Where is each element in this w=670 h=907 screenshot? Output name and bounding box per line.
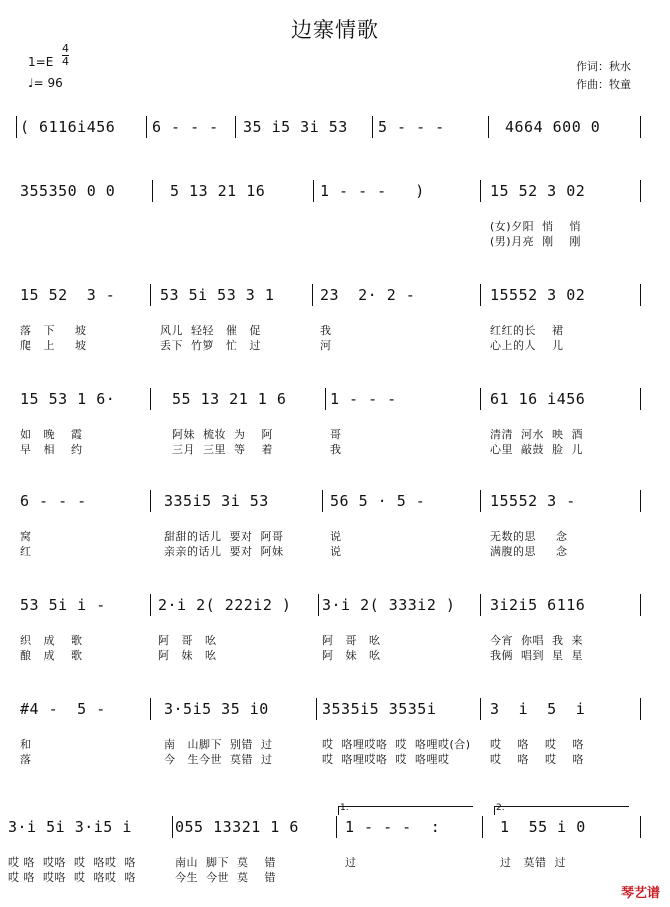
lyric-verse2-line7-seg1: 落	[20, 753, 32, 766]
barline	[480, 180, 481, 202]
lyric-verse1-line5-seg4: 无数的思 念	[490, 530, 568, 543]
lyric-verse1-line5-seg3: 说	[330, 530, 342, 543]
barline	[150, 594, 151, 616]
barline-end	[640, 388, 641, 410]
lyric-verse2-line3-seg1: 爬 上 坡	[20, 339, 87, 352]
composer-credit: 作曲：牧童	[576, 78, 631, 91]
barline-end	[640, 594, 641, 616]
lyric-verse1-line3-seg1: 落 下 坡	[20, 324, 87, 337]
lyric-verse2-line4-seg3: 我	[330, 443, 342, 456]
barline	[150, 490, 151, 512]
barline	[488, 116, 489, 138]
barline-end	[640, 698, 641, 720]
notes-line1-seg2: 6 - - -	[152, 118, 219, 136]
barline	[480, 698, 481, 720]
barline-end	[640, 816, 641, 838]
barline	[150, 284, 151, 306]
barline	[336, 816, 337, 838]
barline-end	[640, 284, 641, 306]
time-bottom: 4	[62, 55, 69, 68]
lyric-verse2-line3-seg4: 心上的人 儿	[490, 339, 564, 352]
barline	[313, 180, 314, 202]
lyric-verse2-line4-seg4: 心里 敲鼓 脸 儿	[490, 443, 583, 456]
time-top: 4	[62, 42, 69, 55]
tempo-mark: ♩= 96	[28, 76, 63, 90]
lyric-verse1-line2-seg4: (女)夕阳 悄 悄	[490, 220, 582, 233]
lyric-verse1-line6-seg2: 阿 哥 吆	[158, 634, 217, 647]
lyric-verse2-line7-seg3: 哎 咯哩哎咯 哎 咯哩哎	[322, 753, 450, 766]
notes-line5-seg2: 335i5 3i 53	[164, 492, 269, 510]
lyric-verse1-line3-seg3: 我	[320, 324, 332, 337]
notes-line2-seg3: 1 - - - )	[320, 182, 425, 200]
key-signature: 1=E	[28, 55, 54, 69]
lyric-verse1-line4-seg2: 阿妹 梳妆 为 阿	[172, 428, 273, 441]
notes-line8-seg2: 055 13321 1 6	[175, 818, 299, 836]
notes-line2-seg1: 355350 0 0	[20, 182, 116, 200]
notes-line4-seg3: 1 - - -	[330, 390, 397, 408]
lyric-verse2-line6-seg3: 阿 妹 吆	[322, 649, 381, 662]
volta-2-mark: 2.	[496, 803, 505, 813]
notes-line5-seg4: 15552 3 -	[490, 492, 576, 510]
notes-line8-seg3: 1 - - - :	[345, 818, 441, 836]
notes-line1-seg3: 35 i5 3i 53	[243, 118, 348, 136]
barline	[150, 698, 151, 720]
notes-line1-seg1: ( 6116i456	[20, 118, 116, 136]
lyric-verse2-line5-seg4: 满腹的思 念	[490, 545, 568, 558]
barline-end	[640, 180, 641, 202]
lyric-verse1-line3-seg4: 红红的长 裙	[490, 324, 564, 337]
lyric-verse1-line8-seg1: 哎 咯 哎咯 哎 咯哎 咯	[8, 856, 136, 869]
barline	[322, 490, 323, 512]
notes-line8-seg1: 3·i 5i 3·i5 i	[8, 818, 132, 836]
notes-line2-seg4: 15 52 3 02	[490, 182, 586, 200]
notes-line6-seg1: 53 5i i -	[20, 596, 106, 614]
notes-line6-seg3: 3·i 2( 333i2 )	[322, 596, 456, 614]
lyric-verse2-line6-seg1: 酿 成 歌	[20, 649, 83, 662]
notes-line4-seg1: 15 53 1 6·	[20, 390, 116, 408]
barline	[235, 116, 236, 138]
lyric-verse2-line5-seg3: 说	[330, 545, 342, 558]
barline	[480, 594, 481, 616]
lyricist-credit: 作词：秋水	[576, 60, 631, 73]
barline	[316, 698, 317, 720]
notes-line7-seg1: #4 - 5 -	[20, 700, 106, 718]
notes-line8-seg4: 1 55 i 0	[500, 818, 586, 836]
notes-line3-seg4: 15552 3 02	[490, 286, 586, 304]
notes-line7-seg2: 3·5i5 35 i0	[164, 700, 269, 718]
lyric-verse2-line3-seg2: 丢下 竹箩 忙 过	[160, 339, 261, 352]
barline	[482, 816, 483, 838]
lyric-verse2-line4-seg1: 早 相 约	[20, 443, 83, 456]
lyric-verse2-line7-seg2: 今 生今世 莫错 过	[164, 753, 273, 766]
lyric-verse2-line5-seg2: 亲亲的话儿 要对 阿妹	[164, 545, 284, 558]
notes-line3-seg2: 53 5i 53 3 1	[160, 286, 275, 304]
barline	[152, 180, 153, 202]
barline	[480, 388, 481, 410]
lyric-verse2-line4-seg2: 三月 三里 等 着	[172, 443, 273, 456]
lyric-verse2-line5-seg1: 红	[20, 545, 32, 558]
volta-1-bracket	[338, 806, 473, 815]
site-logo: 琴艺谱	[620, 886, 660, 901]
lyric-verse1-line4-seg3: 哥	[330, 428, 342, 441]
notes-line1-seg5: 4664 600 0	[505, 118, 601, 136]
barline	[480, 284, 481, 306]
lyric-verse1-line5-seg1: 窝	[20, 530, 32, 543]
barline	[372, 116, 373, 138]
notes-line5-seg1: 6 - - -	[20, 492, 87, 510]
barline-end	[640, 490, 641, 512]
lyric-verse2-line8-seg2: 今生 今世 莫 错	[175, 871, 276, 884]
barline	[312, 284, 313, 306]
lyric-verse1-line7-seg1: 和	[20, 738, 32, 751]
song-title: 边寨情歌	[291, 18, 379, 42]
lyric-verse2-line2-seg4: (男)月亮 刚 刚	[490, 235, 582, 248]
notes-line6-seg2: 2·i 2( 222i2 )	[158, 596, 292, 614]
lyric-verse1-line5-seg2: 甜甜的话儿 要对 阿哥	[164, 530, 284, 543]
lyric-verse1-line8-seg4: 过 莫错 过	[500, 856, 566, 869]
lyric-verse1-line8-seg3: 过	[345, 856, 357, 869]
notes-line3-seg3: 23 2· 2 -	[320, 286, 416, 304]
notes-line6-seg4: 3i2i5 6116	[490, 596, 586, 614]
lyric-verse1-line6-seg1: 织 成 歌	[20, 634, 83, 647]
notes-line3-seg1: 15 52 3 -	[20, 286, 116, 304]
lyric-verse1-line7-seg4: 哎 咯 哎 咯	[490, 738, 584, 751]
barline	[146, 116, 147, 138]
lyric-verse1-line4-seg1: 如 晚 霞	[20, 428, 83, 441]
lyric-verse2-line7-seg4: 哎 咯 哎 咯	[490, 753, 584, 766]
lyric-verse2-line6-seg2: 阿 妹 吆	[158, 649, 217, 662]
barline	[480, 490, 481, 512]
lyric-verse1-line7-seg3: 哎 咯哩哎咯 哎 咯哩哎(合)	[322, 738, 471, 751]
volta-2-bracket	[494, 806, 629, 815]
volta-1-mark: 1.	[340, 803, 349, 813]
barline	[172, 816, 173, 838]
barline	[325, 388, 326, 410]
barline	[318, 594, 319, 616]
notes-line4-seg4: 61 16 i456	[490, 390, 586, 408]
notes-line5-seg3: 56 5 · 5 -	[330, 492, 426, 510]
barline-end	[640, 116, 641, 138]
lyric-verse1-line7-seg2: 南 山脚下 别错 过	[164, 738, 273, 751]
notes-line7-seg3: 3535i5 3535i	[322, 700, 437, 718]
notes-line1-seg4: 5 - - -	[378, 118, 445, 136]
lyric-verse2-line6-seg4: 我俩 唱到 星 星	[490, 649, 583, 662]
time-signature	[62, 43, 69, 68]
lyric-verse2-line8-seg1: 哎 咯 哎咯 哎 咯哎 咯	[8, 871, 136, 884]
notes-line4-seg2: 55 13 21 1 6	[172, 390, 287, 408]
lyric-verse1-line3-seg2: 风儿 轻轻 催 促	[160, 324, 261, 337]
lyric-verse1-line4-seg4: 清清 河水 映 酒	[490, 428, 583, 441]
lyric-verse1-line6-seg4: 今宵 你唱 我 来	[490, 634, 583, 647]
notes-line2-seg2: 5 13 21 16	[170, 182, 266, 200]
lyric-verse1-line8-seg2: 南山 脚下 莫 错	[175, 856, 276, 869]
lyric-verse1-line6-seg3: 阿 哥 吆	[322, 634, 381, 647]
lyric-verse2-line3-seg3: 河	[320, 339, 332, 352]
barline	[16, 116, 17, 138]
notes-line7-seg4: 3 i 5 i	[490, 700, 586, 718]
barline	[150, 388, 151, 410]
